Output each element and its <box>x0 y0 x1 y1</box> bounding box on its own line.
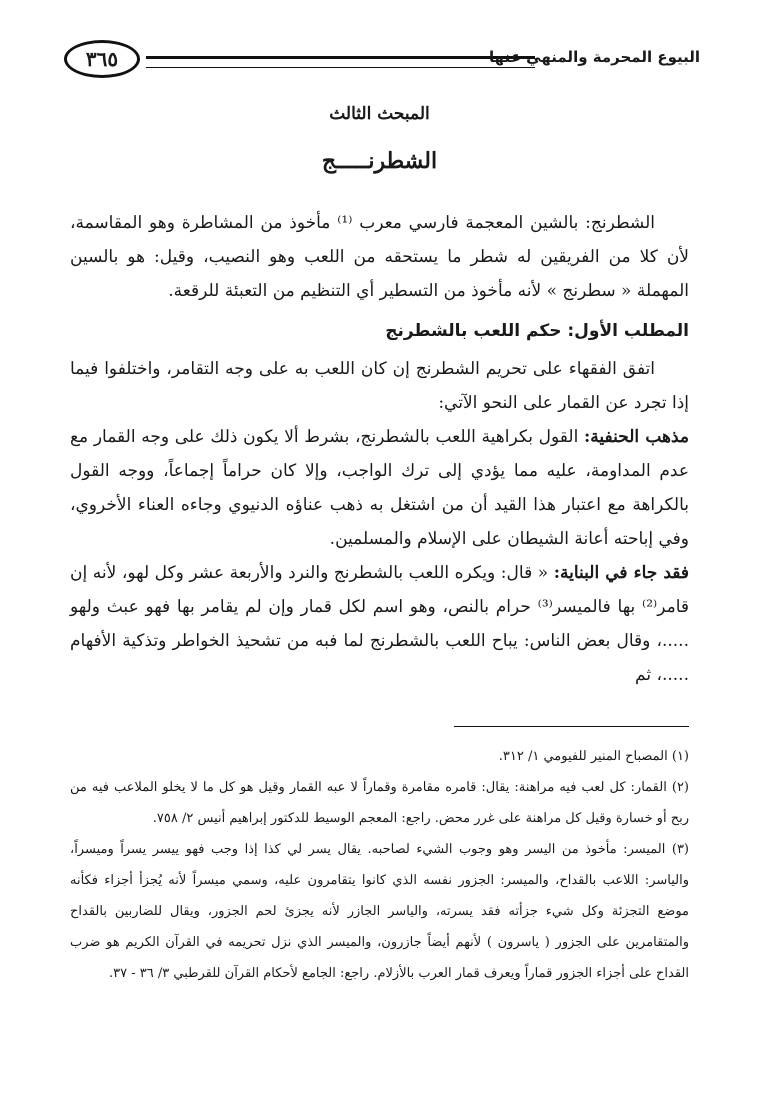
footnotes <box>70 726 689 989</box>
subsection-heading: المطلب الأول: حكم اللعب بالشطرنج <box>385 321 689 341</box>
page-header <box>64 40 700 84</box>
running-title: البيوع المحرمة والمنهي عنها <box>489 48 700 66</box>
footnote-rule <box>454 726 689 727</box>
section-label: المبحث الثالث <box>329 104 430 124</box>
section-title: الشطرنـــــج <box>321 148 438 174</box>
binaya-text: « قال: ويكره اللعب بالشطرنج والنرد والأربعة عشر وكل لهو، لأنه إن قامر⁽²⁾ بها فالميسر⁽³⁾ حرام بالنص، وهو اسم لكل قمار وإن لم يقامر بها فهو عبث ولهو .....، وقال بعض الناس: يباح اللعب بالشطرنج لما فبه من تشحيذ الخواطر وتذكية الأفهام .....، ثم <box>70 563 689 685</box>
footnote-1: (١) المصباح المنير للفيومي ١/ ٣١٢. <box>498 749 689 764</box>
paragraph-hanafi <box>70 420 689 556</box>
paragraph-consensus: اتفق الفقهاء على تحريم الشطرنج إن كان اللعب به على وجه التقامر، واختلفوا فيما إذا تجرد عن القمار على النحو الآتي: <box>70 359 689 413</box>
page-number: ٣٦٥ <box>64 40 140 78</box>
paragraph-definition: الشطرنج: بالشين المعجمة فارسي معرب ⁽¹⁾ مأخوذ من المشاطرة وهو المقاسمة، لأن كلا من الفريقين له شطر ما يستحقه من اللعب وهو النصيب، وقيل: هو بالسين المهملة « سطرنج » لأنه مأخوذ من التسطير أي التنظيم من التعبئة للرقعة. <box>70 213 689 301</box>
main-text <box>70 206 689 692</box>
hanafi-lead: مذهب الحنفية: <box>584 427 690 447</box>
paragraph-binaya <box>70 556 689 692</box>
binaya-lead: فقد جاء في البناية: <box>553 563 689 583</box>
footnote-3: (٣) الميسر: مأخوذ من اليسر وهو وجوب الشيء لصاحبه. يقال يسر لي كذا إذا وجب فهو ييسر يسراً وميسراً، والياسر: اللاعب بالقداح، والميسر: الجزور نفسه الذي كانوا يتقامرون عليه، وسمي ميسراً لأنه يُجزأ أجزاء فكأنه موضع التجزئة وكل شيء جزأته فقد يسرته، والياسر الجازر لأنه يجزئ لحم الجزور، ويقال للضاربين بالقداح والمتقامرين على الجزور ( ياسرون ) لأنهم أيضاً جازرون، والميسر الذي نزل تحريمه في القرآن الكريم هو ضرب القداح على أجزاء الجزور قماراً ويعرف قمار العرب بالأزلام. راجع: الجامع لأحكام القرآن للقرطبي ٣/ ٣٦ - ٣٧. <box>70 842 689 981</box>
footnote-2: (٢) القمار: كل لعب فيه مراهنة: يقال: قامره مقامرة وقماراً لا عبه القمار وقيل هو كل ما لا يخلو الملاعب فيه من ربح أو خسارة وقيل كل مراهنة على غرر محض. راجع: المعجم الوسيط للدكتور إبراهيم أنيس ٢/ ٧٥٨. <box>70 780 689 826</box>
header-rule <box>146 56 535 68</box>
hanafi-text: القول بكراهية اللعب بالشطرنج، بشرط ألا يكون ذلك على وجه القمار مع عدم المداومة، عليه مما يؤدي إلى ترك الواجب، وإلا كان حراماً إجماعاً، ووجه القول بالكراهة مع اعتبار هذا القيد أن من اشتغل به ذهب عناؤه الدنيوي وجاءه العناء الأخروي، وفي إباحته أعانة الشيطان على الإسلام والمسلمين. <box>70 427 689 549</box>
